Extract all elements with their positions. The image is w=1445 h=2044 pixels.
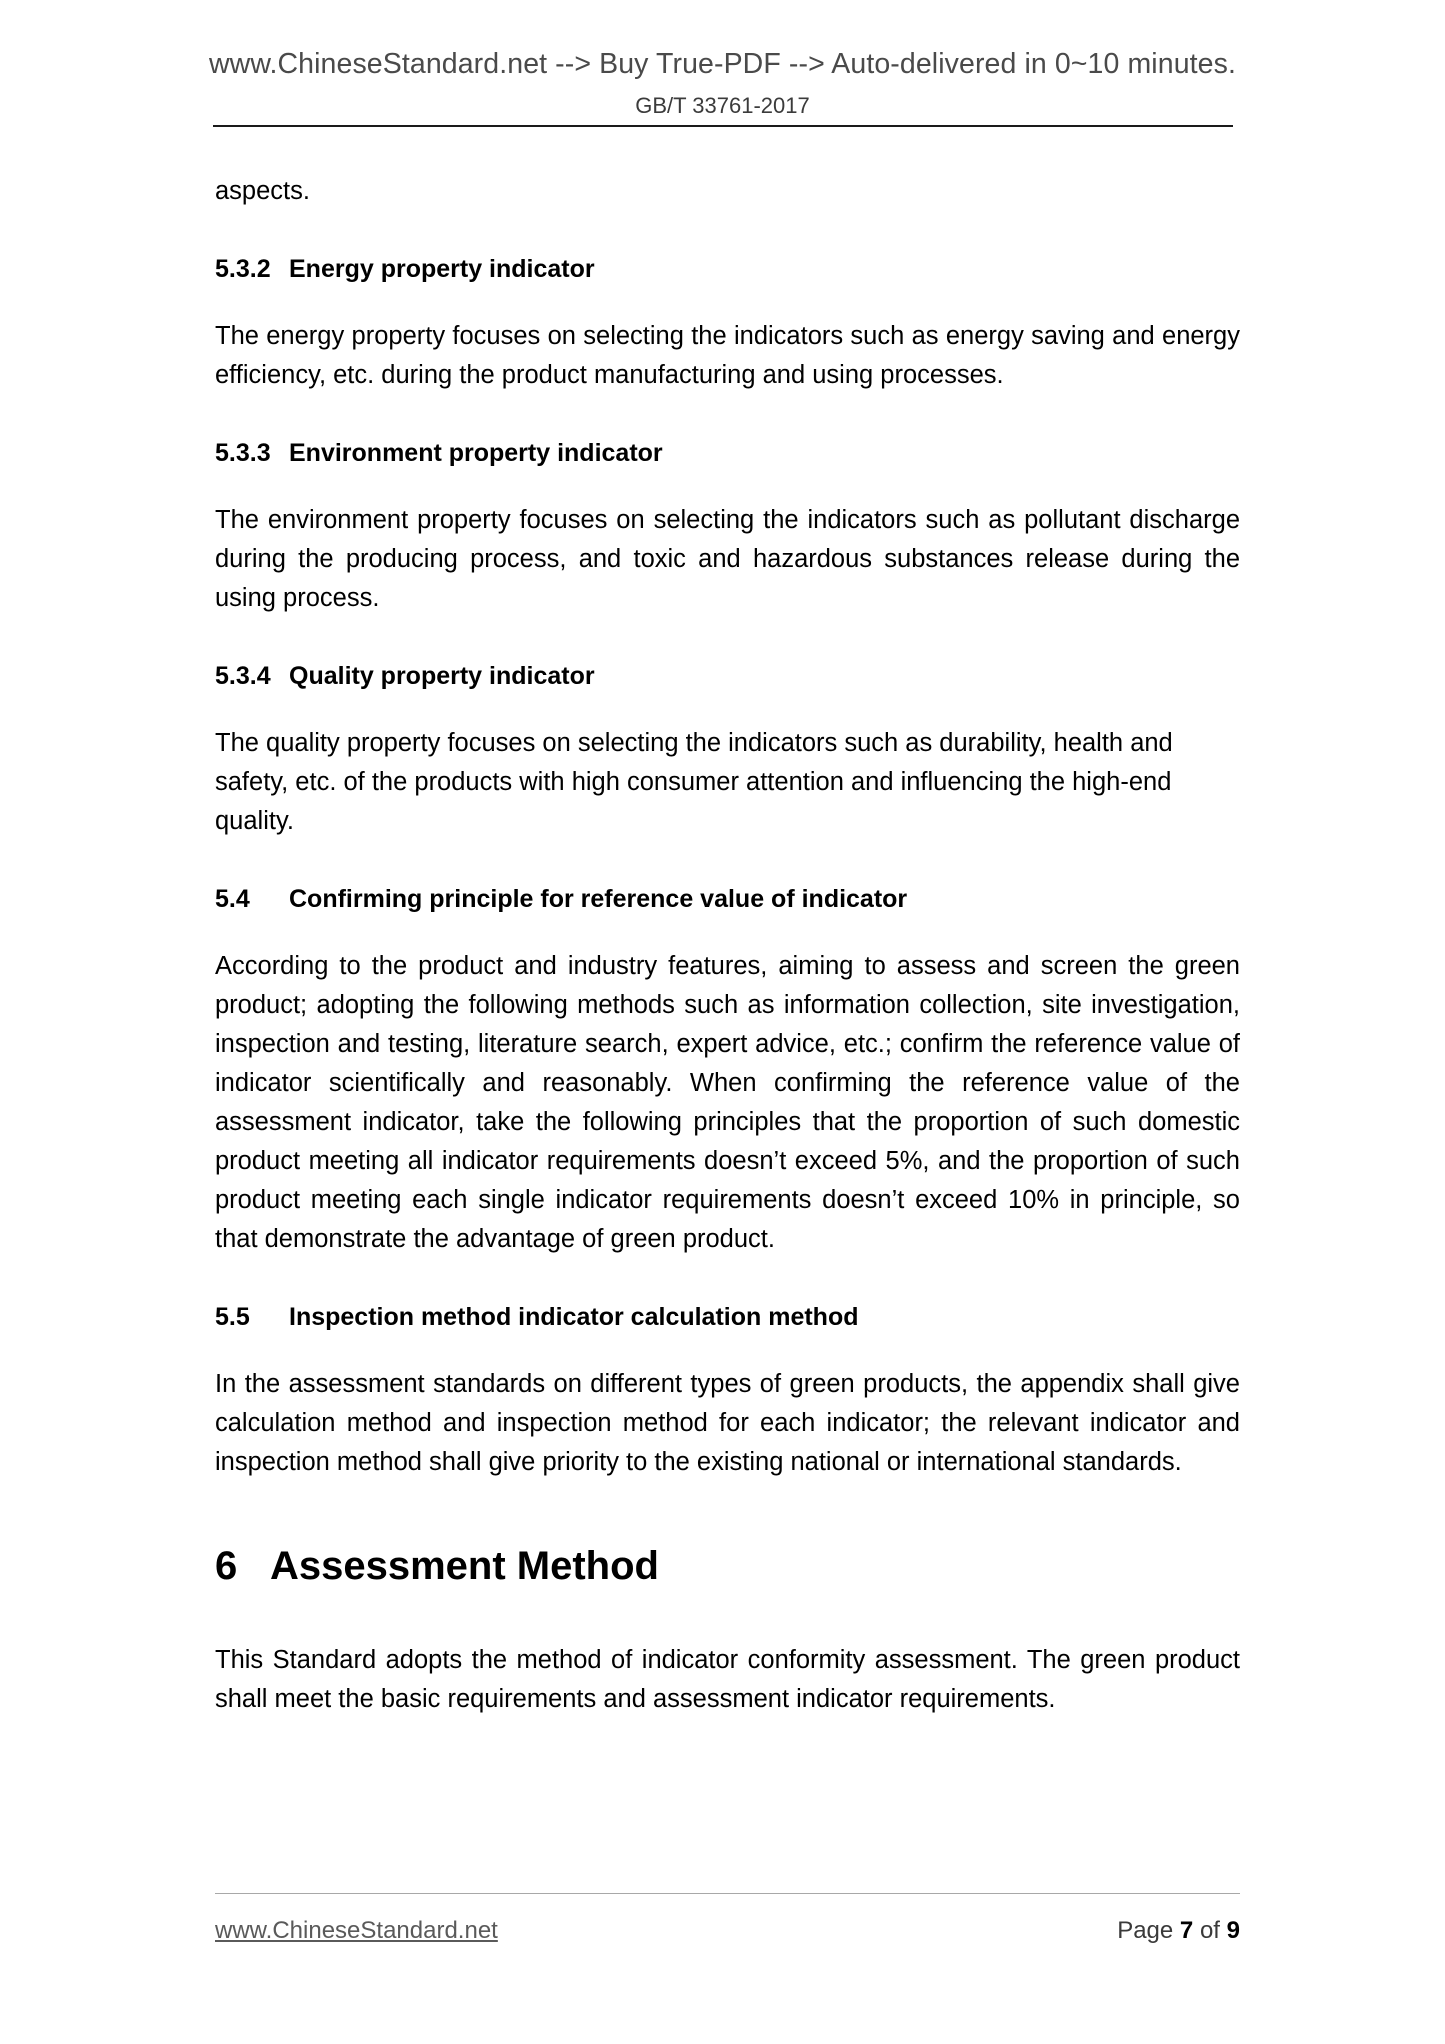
- spacer: [215, 395, 1240, 439]
- section-paragraph-5-4: According to the product and industry features, aiming to assess and screen the green product; adopting the following methods such as information collection, site investigation, inspection and testing, literature search, expert advice, etc.; confirm the reference value of indicator scientifically and reasonably. When confirming the reference value of the assessment indicator, take the following principles that the proportion of such domestic product meeting all indicator requirements doesn’t exceed 5%, and the proportion of such product meeting each single indicator requirements doesn’t exceed 10% in principle, so that demonstrate the advantage of green product.: [215, 952, 1240, 1253]
- section-heading-5-3-4: [215, 662, 1240, 691]
- spacer: [215, 1482, 1240, 1544]
- continued-paragraph: aspects.: [215, 177, 310, 205]
- section-number: 5.3.3: [215, 439, 271, 467]
- section-title: Quality property indicator: [289, 662, 595, 690]
- spacer: [215, 1259, 1240, 1303]
- header-divider: [213, 125, 1233, 127]
- section-heading-5-3-2: [215, 255, 1240, 284]
- spacer: [215, 211, 1240, 255]
- section-number: 5.4: [215, 885, 250, 913]
- section-paragraph-5-3-2: The energy property focuses on selecting the indicators such as energy saving and energy efficiency, etc. during the product manufacturing and using processes.: [215, 322, 1240, 389]
- promo-banner-text: www.ChineseStandard.net --> Buy True-PDF --> Auto-delivered in 0~10 minutes.: [209, 48, 1236, 80]
- chapter-heading-6: [215, 1544, 1240, 1589]
- footer-website-link[interactable]: www.ChineseStandard.net: [215, 1917, 498, 1944]
- spacer: [215, 841, 1240, 885]
- current-page-number: 7: [1179, 1917, 1194, 1944]
- section-number: 5.3.2: [215, 255, 271, 283]
- spacer: [215, 618, 1240, 662]
- section-number: 5.5: [215, 1303, 250, 1331]
- total-page-count: 9: [1226, 1917, 1240, 1944]
- spacer: [215, 914, 1240, 947]
- of-label: of: [1199, 1917, 1220, 1944]
- spacer: [215, 284, 1240, 317]
- chapter-paragraph-6: This Standard adopts the method of indicator conformity assessment. The green product shall meet the basic requirements and assessment indicator requirements.: [215, 1646, 1240, 1713]
- spacer: [215, 1589, 1240, 1641]
- page-label: Page: [1117, 1917, 1174, 1944]
- page-footer: [215, 1893, 1240, 1945]
- section-title: Environment property indicator: [289, 439, 663, 467]
- footer-divider: [215, 1893, 1240, 1894]
- section-paragraph-5-5: In the assessment standards on different types of green products, the appendix shall give calculation method and inspection method for each indicator; the relevant indicator and inspection method shall give priority to the existing national or international standards.: [215, 1370, 1240, 1476]
- spacer: [215, 468, 1240, 501]
- section-title: Inspection method indicator calculation method: [289, 1303, 859, 1331]
- section-number: 5.3.4: [215, 662, 271, 690]
- page-indicator: [1117, 1917, 1240, 1945]
- standard-number: GB/T 33761-2017: [635, 93, 810, 118]
- page-content: [215, 172, 1240, 1719]
- page-header: [0, 0, 1445, 127]
- section-title: Confirming principle for reference value of indicator: [289, 885, 908, 913]
- spacer: [215, 1332, 1240, 1365]
- section-heading-5-4: [215, 885, 1240, 914]
- section-paragraph-5-3-4: The quality property focuses on selecting the indicators such as durability, health and safety, etc. of the products with high consumer attention and influencing the high-end quality.: [215, 729, 1173, 835]
- section-paragraph-5-3-3: The environment property focuses on selecting the indicators such as pollutant discharge during the producing process, and toxic and hazardous substances release during the using process.: [215, 506, 1240, 612]
- chapter-number: 6: [215, 1544, 238, 1588]
- section-heading-5-5: [215, 1303, 1240, 1332]
- footer-row: [215, 1917, 1240, 1945]
- spacer: [215, 691, 1240, 724]
- section-heading-5-3-3: [215, 439, 1240, 468]
- chapter-title: Assessment Method: [270, 1544, 659, 1588]
- section-title: Energy property indicator: [289, 255, 595, 283]
